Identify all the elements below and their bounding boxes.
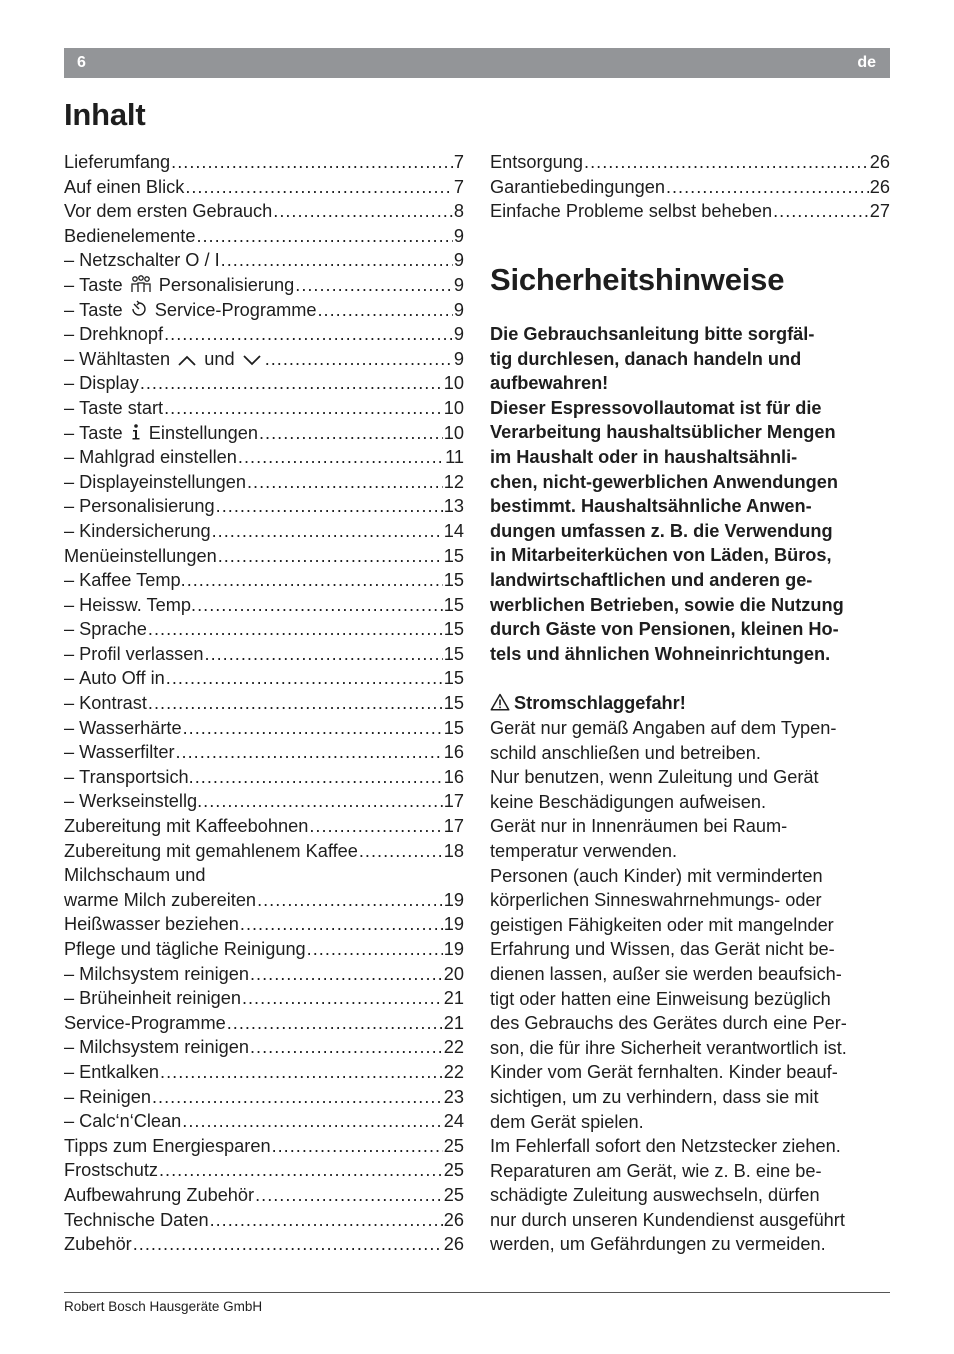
toc-leader-dots [205, 642, 443, 667]
toc-page-number: 7 [453, 176, 464, 197]
page-number: 6 [77, 54, 86, 71]
toc-leader-dots [221, 248, 453, 273]
toc-entry[interactable] [64, 371, 464, 396]
info-icon [130, 423, 142, 446]
toc-entry[interactable] [64, 150, 464, 175]
toc-page-number: 15 [443, 594, 464, 615]
toc-page-number: 15 [443, 545, 464, 566]
toc-entry[interactable] [490, 175, 890, 200]
toc-leader-dots [240, 912, 443, 937]
safety-intro-line: Die Gebrauchsanleitung bitte sorgfäl- [490, 324, 815, 344]
toc-page-number: 21 [443, 988, 464, 1009]
toc-leader-dots [187, 568, 443, 593]
header-bar [64, 48, 890, 78]
toc-leader-dots [238, 445, 444, 470]
warning-text-line: Nur benutzen, wenn Zuleitung und Gerät [490, 767, 819, 788]
toc-page-number: 26 [443, 1234, 464, 1255]
warning-paragraph [490, 716, 900, 1257]
toc-entry-label: – Wasserfilter [64, 740, 175, 765]
toc-page-number: 12 [443, 471, 464, 492]
toc-entry[interactable] [64, 593, 464, 618]
safety-intro-line: tig durchlesen, danach handeln und [490, 348, 802, 369]
toc-entry-label: – Milchsystem reinigen [64, 962, 249, 987]
toc-entry[interactable] [64, 912, 464, 937]
toc-entry[interactable] [64, 1183, 464, 1208]
toc-page-number: 10 [443, 373, 464, 394]
toc-entry[interactable] [64, 199, 464, 224]
safety-intro-line: chen, nicht-gewerblichen Anwendungen [490, 471, 838, 492]
toc-entry[interactable] [64, 740, 464, 765]
toc-entry[interactable] [64, 863, 464, 888]
toc-page-number: 17 [443, 816, 464, 837]
warning-text-line: Reparaturen am Gerät, wie z. B. eine be- [490, 1160, 822, 1181]
toc-page-number: 21 [443, 1012, 464, 1033]
toc-page-number: 9 [453, 250, 464, 271]
toc-entry[interactable] [64, 421, 464, 446]
warning-heading-text: Stromschlaggefahr! [514, 693, 686, 713]
toc-page-number: 15 [443, 643, 464, 664]
toc-entry-label: – Drehknopf [64, 322, 163, 347]
toc-entry-label: Zubehör [64, 1234, 132, 1255]
toc-entry-label: Einfache Probleme selbst beheben [490, 201, 773, 222]
safety-intro-line: im Haushalt oder in haushaltsähnli- [490, 446, 798, 467]
warning-triangle-icon [490, 693, 510, 718]
safety-intro-line: bestimmt. Haushaltsähnliche Anwen- [490, 496, 812, 517]
warning-text-line: dem Gerät spielen. [490, 1111, 644, 1132]
toc-entry-label: Bedienelemente [64, 225, 196, 246]
toc-page-number: 15 [443, 668, 464, 689]
toc-entry-label: Aufbewahrung Zubehör [64, 1184, 255, 1205]
warning-text-line: geistigen Fähigkeiten oder mit mangelnder [490, 914, 834, 935]
toc-leader-dots [197, 593, 443, 618]
warning-text-line: schädigte Zuleitung auswechseln, dürfen [490, 1185, 820, 1206]
toc-entry[interactable] [64, 642, 464, 667]
toc-entry[interactable] [64, 544, 464, 569]
toc-leader-dots [584, 150, 869, 175]
toc-page-number: 15 [443, 619, 464, 640]
toc-page-number: 15 [443, 570, 464, 591]
toc-page-number: 25 [443, 1184, 464, 1205]
toc-entry[interactable] [64, 519, 464, 544]
toc-leader-dots [773, 199, 869, 224]
toc-entry[interactable] [64, 396, 464, 421]
toc-leader-dots [359, 839, 443, 864]
toc-entry-label: – Displayeinstellungen [64, 470, 246, 495]
toc-leader-dots [272, 1134, 443, 1159]
toc-page-number: 20 [443, 963, 464, 984]
toc-entry[interactable] [64, 1158, 464, 1183]
toc-page-number: 15 [443, 717, 464, 738]
warning-text-line: schild anschließen und betreiben. [490, 742, 761, 763]
warning-text-line: nur durch unseren Kundendienst ausgeführt [490, 1209, 845, 1230]
toc-leader-dots [176, 740, 443, 765]
toc-entry[interactable] [64, 568, 464, 593]
toc-page-number: 9 [453, 225, 464, 246]
toc-entry-label: Technische Daten [64, 1209, 209, 1230]
toc-entry-label: Frostschutz [64, 1160, 158, 1181]
toc-page-number: 19 [443, 889, 464, 910]
chevron-up-icon [177, 349, 197, 372]
toc-page-number: 10 [443, 397, 464, 418]
toc-leader-dots [152, 1085, 443, 1110]
toc-leader-dots [185, 175, 453, 200]
safety-title: Sicherheitshinweise [490, 262, 785, 297]
safety-intro-line: dungen umfassen z. B. die Verwendung [490, 520, 833, 541]
warning-text-line: temperatur verwenden. [490, 840, 678, 861]
footer-divider [64, 1292, 890, 1293]
toc-page-number: 24 [443, 1111, 464, 1132]
warning-text-line: Gerät nur gemäß Angaben auf dem Typen- [490, 718, 837, 738]
toc-page-number: 11 [445, 447, 464, 468]
toc-leader-dots [159, 1158, 443, 1183]
toc-entry[interactable] [64, 445, 464, 470]
toc-entry[interactable] [64, 765, 464, 790]
toc-leader-dots [212, 519, 443, 544]
toc-leader-dots [203, 789, 443, 814]
warning-text-line: Gerät nur in Innenräumen bei Raum- [490, 816, 788, 837]
toc-leader-dots [182, 1109, 442, 1134]
warning-text-line: keine Beschädigungen aufweisen. [490, 791, 767, 812]
safety-intro-line: Verarbeitung haushaltsüblicher Mengen [490, 422, 836, 443]
warning-heading [490, 691, 686, 718]
toc-page-number: 22 [443, 1037, 464, 1058]
toc-entry-label: – Profil verlassen [64, 642, 204, 667]
toc-entry-label: Zubereitung mit gemahlenem Kaffee [64, 840, 358, 861]
toc-leader-dots [309, 814, 442, 839]
toc-entry[interactable] [64, 1085, 464, 1110]
toc-leader-dots [250, 962, 443, 987]
toc-entry-label: – Taste Einstellungen [64, 421, 258, 446]
toc-right-column [490, 150, 890, 224]
safety-intro-line: durch Gäste von Pensionen, kleinen Ho- [490, 619, 839, 640]
toc-page-number: 16 [443, 766, 464, 787]
toc-left-column [64, 150, 464, 1257]
toc-leader-dots [183, 716, 443, 741]
toc-page-number: 26 [869, 152, 890, 172]
toc-entry[interactable] [64, 1109, 464, 1134]
toc-leader-dots [242, 986, 443, 1011]
warning-text-line: Im Fehlerfall sofort den Netzstecker ziehen. [490, 1136, 841, 1157]
toc-leader-dots [247, 470, 443, 495]
toc-page-number: 22 [443, 1061, 464, 1082]
toc-leader-dots [133, 1232, 443, 1257]
toc-entry[interactable] [64, 716, 464, 741]
toc-entry-label: – Auto Off in [64, 666, 165, 691]
safety-intro-line: aufbewahren! [490, 373, 609, 394]
toc-entry-label: Milchschaum und [64, 865, 206, 886]
toc-page-number: 13 [443, 496, 464, 517]
toc-page-number: 9 [453, 299, 464, 320]
toc-entry-label: – Display [64, 371, 139, 396]
warning-text-line: körperlichen Sinneswahrnehmungs- oder [490, 890, 822, 911]
toc-entry-label: Lieferumfang [64, 152, 171, 172]
toc-page-number: 8 [453, 201, 464, 222]
toc-entry-label: Menüeinstellungen [64, 545, 217, 566]
toc-entry[interactable] [64, 937, 464, 962]
safety-intro-line: werblichen Betrieben, sowie die Nutzung [490, 594, 844, 615]
toc-entry-label: Heißwasser beziehen [64, 914, 239, 935]
toc-entry[interactable] [490, 199, 890, 224]
warning-text-line: dienen lassen, außer sie werden beaufsich- [490, 963, 842, 984]
toc-leader-dots [273, 199, 453, 224]
toc-leader-dots [307, 937, 443, 962]
toc-page-number: 19 [443, 914, 464, 935]
toc-entry[interactable] [64, 1232, 464, 1257]
toc-entry[interactable] [64, 888, 464, 913]
service-icon [130, 300, 148, 323]
toc-entry[interactable] [64, 1060, 464, 1085]
toc-leader-dots [164, 322, 453, 347]
toc-entry-label: – Heissw. Temp. [64, 593, 196, 618]
toc-entry-label: Service-Programme [64, 1012, 226, 1033]
toc-page-number: 23 [443, 1086, 464, 1107]
toc-entry-label: – Kontrast [64, 691, 147, 716]
toc-leader-dots [166, 666, 443, 691]
toc-entry[interactable] [64, 248, 464, 273]
toc-entry-label: – Reinigen [64, 1085, 151, 1110]
toc-leader-dots [148, 691, 443, 716]
toc-entry-label: Tipps zum Energiesparen [64, 1135, 271, 1156]
toc-entry-label: – Milchsystem reinigen [64, 1035, 249, 1060]
toc-leader-dots [295, 273, 453, 298]
language-code: de [857, 54, 876, 71]
toc-leader-dots [160, 1060, 443, 1085]
warning-text-line: werden, um Gefährdungen zu vermeiden. [490, 1234, 826, 1255]
toc-entry-label: Zubereitung mit Kaffeebohnen [64, 816, 309, 837]
toc-page-number: 14 [443, 520, 464, 541]
warning-text-line: Erfahrung und Wissen, das Gerät nicht be- [490, 939, 835, 960]
toc-entry[interactable] [64, 175, 464, 200]
toc-entry[interactable] [64, 617, 464, 642]
toc-page-number: 26 [869, 176, 890, 197]
toc-entry[interactable] [64, 470, 464, 495]
toc-entry-label: – Brüheinheit reinigen [64, 986, 241, 1011]
toc-leader-dots [265, 347, 453, 372]
toc-page-number: 9 [453, 348, 464, 369]
toc-entry-label: – Netzschalter O / I [64, 248, 220, 273]
safety-intro-line: tels und ähnlichen Wohneinrichtungen. [490, 643, 831, 664]
toc-entry-label: – Mahlgrad einstellen [64, 445, 237, 470]
toc-entry[interactable] [64, 814, 464, 839]
toc-leader-dots [216, 494, 443, 519]
toc-entry[interactable] [64, 494, 464, 519]
toc-leader-dots [318, 298, 453, 323]
toc-leader-dots [195, 765, 443, 790]
toc-entry-label: – Sprache [64, 617, 147, 642]
warning-text-line: des Gebrauchs des Gerätes durch eine Per- [490, 1013, 847, 1034]
toc-entry[interactable] [64, 1011, 464, 1036]
toc-leader-dots [250, 1035, 443, 1060]
toc-entry-label: – Calc‘n‘Clean [64, 1109, 181, 1134]
toc-leader-dots [257, 888, 443, 913]
toc-page-number: 25 [443, 1160, 464, 1181]
toc-entry-label: – Werkseinstellg. [64, 789, 202, 814]
toc-page-number: 19 [443, 939, 464, 959]
toc-entry-label: – Entkalken [64, 1060, 159, 1085]
toc-entry-label: – Personalisierung [64, 494, 215, 519]
toc-page-number: 9 [453, 274, 464, 295]
warning-text-line: tigt oder hatten eine Einweisung bezüglich [490, 988, 831, 1009]
toc-page-number: 25 [443, 1135, 464, 1156]
toc-leader-dots [227, 1011, 443, 1036]
toc-title: Inhalt [64, 97, 146, 132]
toc-entry[interactable] [64, 347, 464, 372]
warning-text-line: sichtigen, um zu verhindern, dass sie mit [490, 1086, 819, 1107]
toc-entry-label: Auf einen Blick [64, 176, 185, 197]
toc-entry-label: – Kindersicherung [64, 519, 211, 544]
toc-leader-dots [148, 617, 443, 642]
toc-entry-label: – Transportsich. [64, 765, 194, 790]
toc-entry[interactable] [490, 150, 890, 175]
warning-text-line: Kinder vom Gerät fernhalten. Kinder beauf- [490, 1062, 838, 1083]
toc-entry-label: Entsorgung [490, 152, 584, 172]
toc-entry[interactable] [64, 839, 464, 864]
toc-entry[interactable] [64, 666, 464, 691]
warning-text-line: Personen (auch Kinder) mit verminderten [490, 865, 823, 886]
toc-page-number: 26 [443, 1209, 464, 1230]
persons-icon [130, 275, 152, 298]
toc-page-number: 18 [443, 840, 464, 861]
toc-entry-label: Vor dem ersten Gebrauch [64, 201, 273, 222]
toc-leader-dots [210, 1208, 443, 1233]
toc-leader-dots [164, 396, 443, 421]
toc-leader-dots [196, 224, 452, 249]
toc-leader-dots [171, 150, 453, 175]
toc-entry[interactable] [64, 1035, 464, 1060]
toc-entry[interactable] [64, 298, 464, 323]
toc-page-number: 27 [869, 201, 890, 222]
safety-intro-line: Dieser Espressovollautomat ist für die [490, 397, 822, 418]
toc-entry[interactable] [64, 986, 464, 1011]
toc-entry-label: – Taste Service-Programme [64, 298, 317, 323]
toc-entry-label: – Wasserhärte [64, 716, 182, 741]
toc-page-number: 15 [443, 693, 464, 714]
toc-entry-label: – Wähltasten und [64, 347, 264, 372]
toc-page-number: 9 [453, 324, 464, 345]
toc-entry[interactable] [64, 273, 464, 298]
toc-leader-dots [666, 175, 869, 200]
toc-page-number: 10 [443, 422, 464, 443]
chevron-down-icon [242, 349, 262, 372]
toc-entry-label: – Taste start [64, 396, 163, 421]
toc-entry-label: Garantiebedingungen [490, 176, 665, 197]
toc-entry-label: – Taste Personalisierung [64, 273, 294, 298]
toc-entry[interactable] [64, 224, 464, 249]
safety-intro-paragraph [490, 322, 900, 666]
safety-intro-line: landwirtschaftlichen und anderen ge- [490, 569, 813, 590]
toc-entry[interactable] [64, 789, 464, 814]
warning-text-line: son, die für ihre Sicherheit verantwortlich ist. [490, 1037, 847, 1058]
toc-leader-dots [218, 544, 443, 569]
footer-company: Robert Bosch Hausgeräte GmbH [64, 1299, 263, 1314]
toc-page-number: 17 [443, 791, 464, 812]
toc-leader-dots [140, 371, 443, 396]
toc-page-number: 7 [453, 152, 464, 172]
toc-leader-dots [255, 1183, 443, 1208]
toc-entry[interactable] [64, 962, 464, 987]
toc-entry[interactable] [64, 322, 464, 347]
toc-leader-dots [259, 421, 443, 446]
toc-entry[interactable] [64, 1134, 464, 1159]
toc-entry[interactable] [64, 1208, 464, 1233]
toc-entry-label: warme Milch zubereiten [64, 889, 257, 910]
toc-entry-label: Pflege und tägliche Reinigung [64, 939, 306, 959]
toc-entry[interactable] [64, 691, 464, 716]
toc-page-number: 16 [443, 742, 464, 763]
toc-entry-label: – Kaffee Temp. [64, 568, 186, 593]
safety-intro-line: in Mitarbeiterküchen von Läden, Büros, [490, 545, 832, 566]
